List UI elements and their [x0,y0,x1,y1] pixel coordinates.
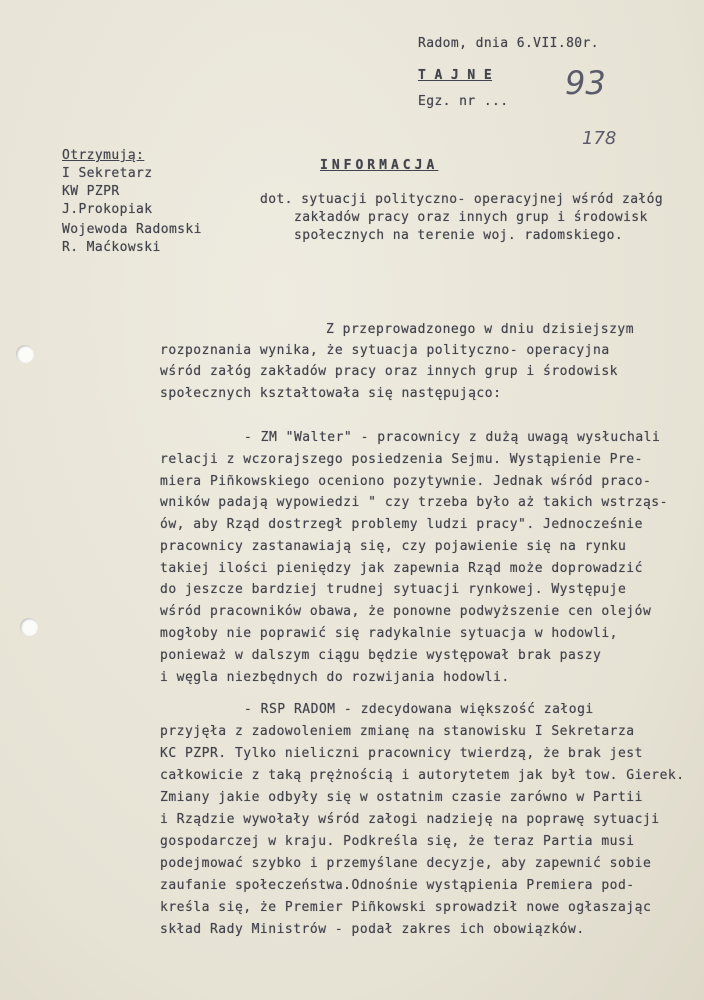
body-line: przyjęła z zadowoleniem zmianę na stanowisku I Sekretarza [160,724,635,739]
handwritten-page-number: 93 [565,64,606,102]
body-line: Zmiany jakie odbyły się w ostatnim czasie zarówno w Partii [160,790,643,805]
body-line-heading: - RSP RADOM - zdecydowana większość załogi [244,702,594,717]
body-line: mogłoby nie poprawić się radykalnie sytuacja w hodowli, [160,626,618,641]
body-line: kreśla się, że Premier Piñkowski sprowadził nowe ogłaszając [160,900,652,915]
handwritten-folio: 178 [582,128,617,149]
subject-line: zakładów pracy oraz innych grup i środowisk [294,210,648,225]
body-line: miera Piñkowskiego oceniono pozytywnie. Jednak wśród praco- [160,474,652,489]
recipient-line: J.Prokopiak [62,202,153,217]
punch-hole-top [16,345,34,363]
recipient-line: I Sekretarz [62,166,153,181]
body-line: skład Rady Ministrów - podał zakres ich obowiązków. [160,922,585,937]
body-line: ponieważ w dalszym ciągu będzie występował brak paszy [160,648,602,663]
body-line: podejmować szybko i przemyślane decyzje, aby zapewnić sobie [160,856,652,871]
copy-number: Egz. nr ... [418,94,509,109]
recipient-line: R. Maćkowski [62,240,161,255]
punch-hole-bottom [20,618,38,636]
body-line: społecznych kształtowała się następująco: [160,386,502,401]
body-line: ów, aby Rząd dostrzegł problemy ludzi pracy". Jednocześnie [160,517,643,532]
body-line: rozpoznania wynika, że sytuacja polityczno- operacyjna [160,343,610,358]
classification: T A J N E [418,68,493,83]
body-line: takiej ilości pieniędzy jak zapewnia Rząd może doprowadzić [160,561,643,576]
body-line: całkowicie z taką prężnością i autorytetem jak był tow. Gierek. [160,768,685,783]
body-line: i Rządzie wywołały wśród załogi nadzieję na poprawę sytuacji [160,812,660,827]
recipients-title: Otrzymują: [62,148,145,163]
body-line: wśród pracowników obawa, że ponowne podwyższenie cen olejów [160,604,652,619]
body-line: wników padają wypowiedzi " czy trzeba było aż takich wstrząs- [160,495,668,510]
body-line: KC PZPR. Tylko nieliczni pracownicy twierdzą, że brak jest [160,746,643,761]
document-title: INFORMACJA [320,158,439,173]
body-line: gospodarczej w kraju. Podkreśla się, że teraz Partia musi [160,834,635,849]
body-line: pracownicy zastanawiają się, czy pojawienie się na rynku [160,539,627,554]
place-date: Radom, dnia 6.VII.80r. [418,36,599,51]
subject-line: dot. sytuacji polityczno- operacyjnej wśród załóg [260,192,664,207]
body-line: i węgla niezbędnych do rozwijania hodowli. [160,670,510,685]
body-line: Z przeprowadzonego w dniu dzisiejszym [326,322,635,337]
body-line-heading: - ZM "Walter" - pracownicy z dużą uwagą wysłuchali [244,430,661,445]
recipient-line: KW PZPR [62,184,120,199]
body-line: zaufanie społeczeństwa.Odnośnie wystąpienia Premiera pod- [160,878,635,893]
body-line: relacji z wczorajszego posiedzenia Sejmu. Wystąpienie Pre- [160,452,643,467]
body-line: do jeszcze bardziej trudnej sytuacji rynkowej. Występuje [160,582,627,597]
subject-line: społecznych na terenie woj. radomskiego. [294,228,624,243]
body-line: wśród załóg zakładów pracy oraz innych grup i środowisk [160,364,618,379]
recipient-line: Wojewoda Radomski [62,222,202,237]
